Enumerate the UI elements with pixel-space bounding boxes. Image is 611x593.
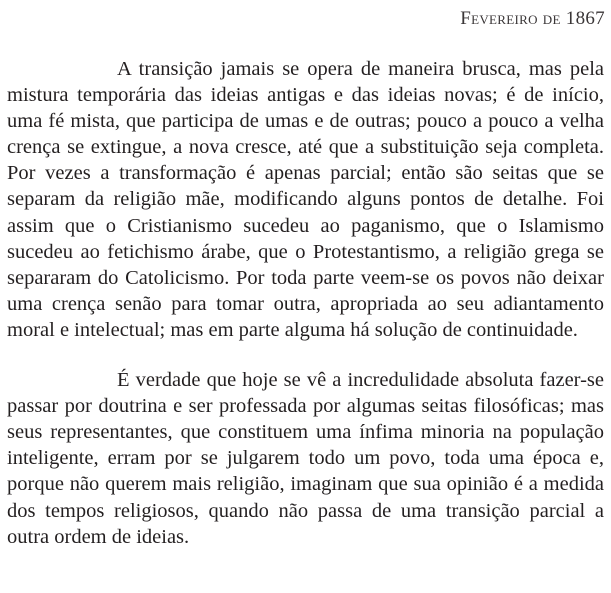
paragraph-1: A transição jamais se opera de maneira brusca, mas pela mistura temporária das ideias antigas e das ideias novas; é de início, uma fé mista, que participa de umas e de outras; pouco a pouco a velha crença se extingue, a nova cresce, até que a substituição seja completa. Por vezes a transformação é apenas parcial; então são seitas que se separam da religião mãe, modificando alguns pontos de detalhe. Foi assim que o Cristianismo sucedeu ao paganismo, que o Islamismo sucedeu ao fetichismo árabe, que o Protestantismo, a religião grega se separaram do Catolicismo. Por toda parte veem-se os povos não deixar uma crença senão para tomar outra, apropriada ao seu adiantamento moral e intelectual; mas em parte alguma há solução de continuidade. xyxy=(7,58,604,341)
page-body xyxy=(7,56,604,550)
running-head: Fevereiro de 1867 xyxy=(460,8,605,29)
paragraph-2: É verdade que hoje se vê a incredulidade absoluta fazer-se passar por doutrina e ser professada por algumas seitas filosóficas; mas seus representantes, que constituem uma ínfima minoria na população inteligente, erram por se julgarem todo um povo, toda uma época e, porque não querem mais religião, imaginam que sua opinião é a medida dos tempos religiosos, quando não passa de uma transição parcial a outra ordem de ideias. xyxy=(7,369,604,548)
